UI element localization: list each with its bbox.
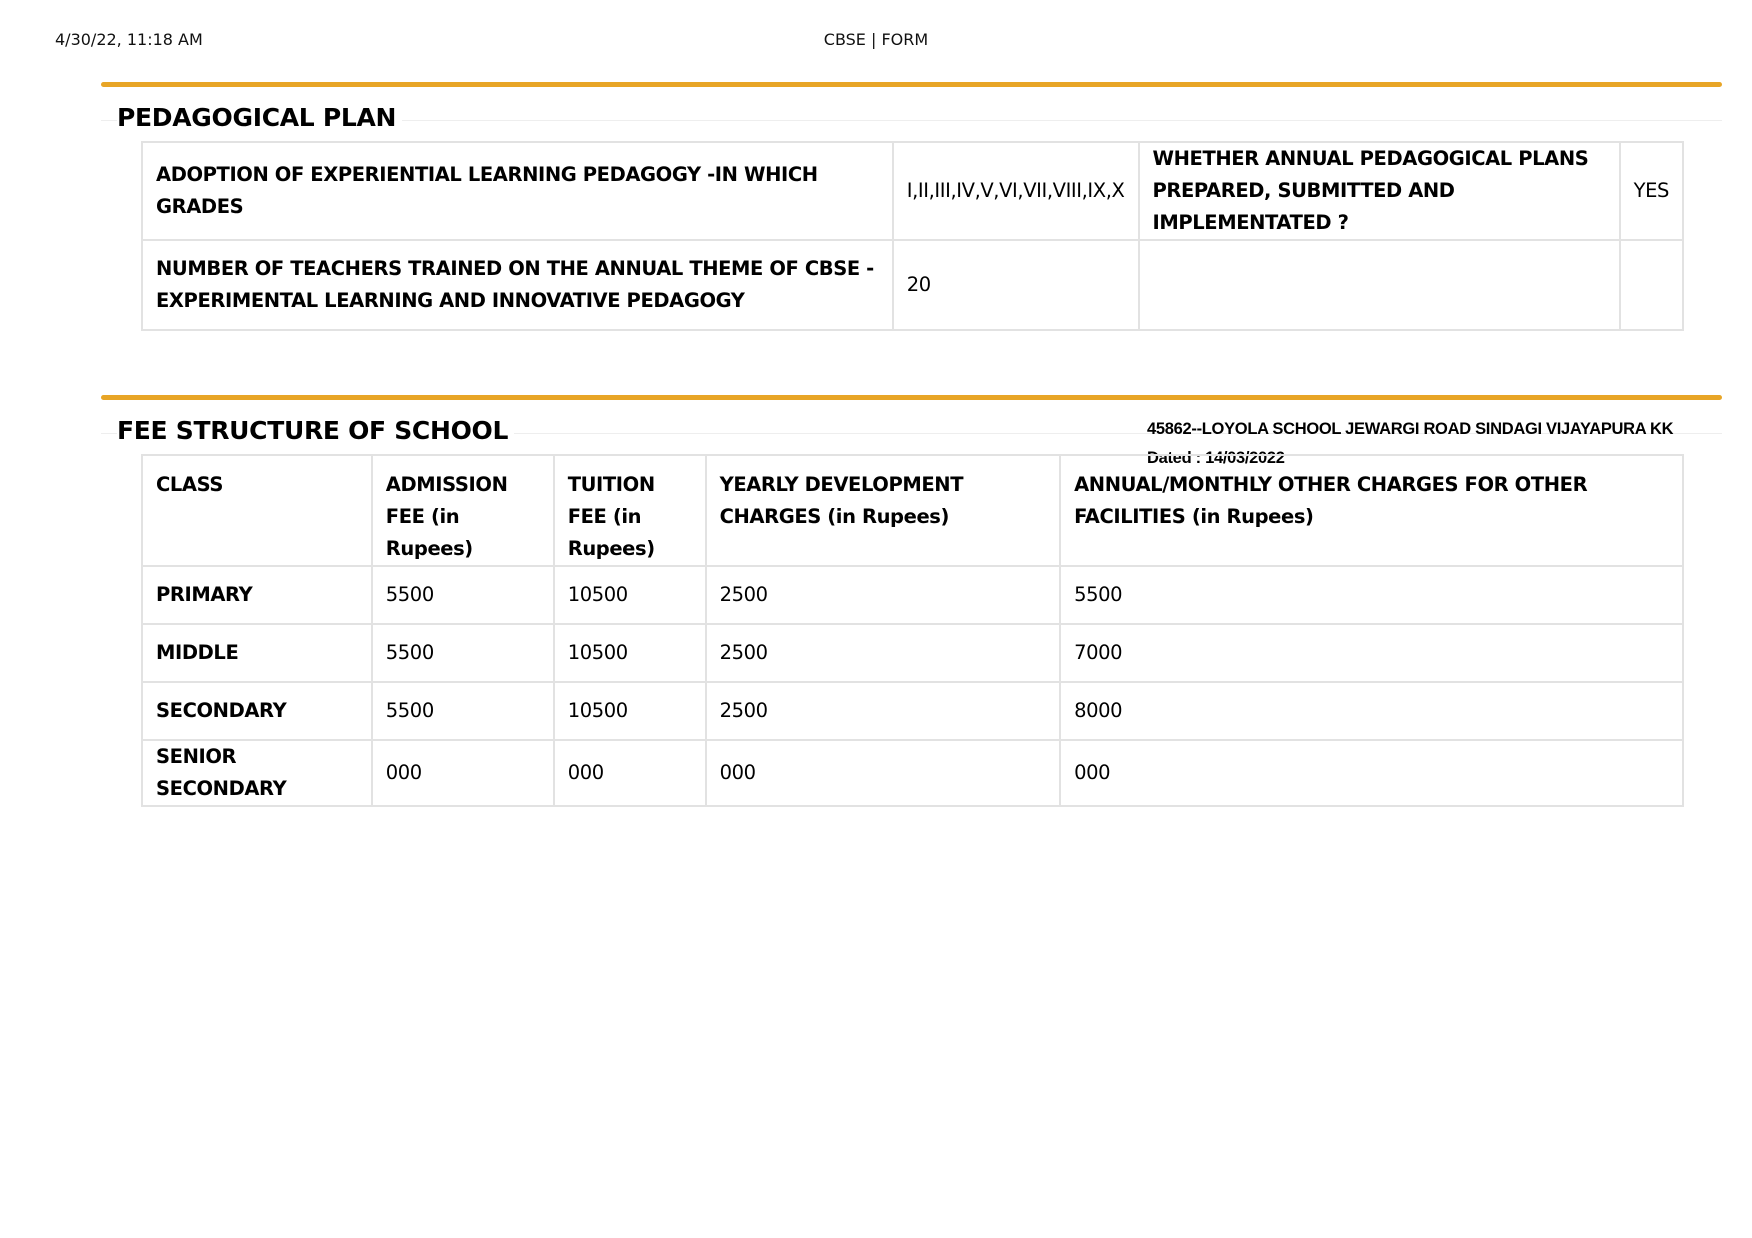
- table-cell: 5500: [372, 682, 554, 740]
- table-cell: 000: [1060, 740, 1683, 806]
- table-cell-label: NUMBER OF TEACHERS TRAINED ON THE ANNUAL THEME OF CBSE - EXPERIMENTAL LEARNING AND INNOVATIVE PEDAGOGY: [142, 240, 893, 330]
- column-header: YEARLY DEVELOPMENT CHARGES (in Rupees): [706, 455, 1061, 566]
- school-name-line: 45862--LOYOLA SCHOOL JEWARGI ROAD SINDAGI VIJAYAPURA KK: [1147, 420, 1674, 438]
- table-cell: 000: [372, 740, 554, 806]
- table-cell-label: [1139, 240, 1620, 330]
- school-stamp: [1147, 415, 1707, 467]
- table-cell-value: 20: [893, 240, 1139, 330]
- column-header: ADMISSION FEE (in Rupees): [372, 455, 554, 566]
- table-row: [142, 142, 1683, 240]
- print-header: [0, 30, 1752, 54]
- table-cell: 8000: [1060, 682, 1683, 740]
- table-cell: 10500: [554, 566, 706, 624]
- table-row: [142, 624, 1683, 682]
- table-cell-value: [1620, 240, 1683, 330]
- table-cell: 5500: [372, 566, 554, 624]
- pedagogical-plan-table: [141, 141, 1684, 331]
- table-cell: 5500: [1060, 566, 1683, 624]
- table-cell-value: I,II,III,IV,V,VI,VII,VIII,IX,X: [893, 142, 1139, 240]
- table-header-row: [142, 455, 1683, 566]
- table-cell: 10500: [554, 682, 706, 740]
- table-cell: 000: [706, 740, 1061, 806]
- table-cell: 2500: [706, 566, 1061, 624]
- print-title: CBSE | FORM: [823, 30, 929, 49]
- table-cell: 2500: [706, 682, 1061, 740]
- table-cell-class: SECONDARY: [142, 682, 372, 740]
- column-header: TUITION FEE (in Rupees): [554, 455, 706, 566]
- table-cell: 000: [554, 740, 706, 806]
- table-cell-label: WHETHER ANNUAL PEDAGOGICAL PLANS PREPARED, SUBMITTED AND IMPLEMENTATED ?: [1139, 142, 1620, 240]
- table-cell-class: MIDDLE: [142, 624, 372, 682]
- table-cell-label: ADOPTION OF EXPERIENTIAL LEARNING PEDAGOGY -IN WHICH GRADES: [142, 142, 893, 240]
- section-header: [101, 87, 1722, 142]
- table-row: [142, 240, 1683, 330]
- table-row: [142, 682, 1683, 740]
- column-header: CLASS: [142, 455, 372, 566]
- table-cell-value: YES: [1620, 142, 1683, 240]
- fee-structure-section: [101, 395, 1722, 800]
- table-cell: 10500: [554, 624, 706, 682]
- section-title: PEDAGOGICAL PLAN: [117, 103, 402, 132]
- table-row: [142, 740, 1683, 806]
- table-cell: 5500: [372, 624, 554, 682]
- pedagogical-plan-section: [101, 82, 1722, 312]
- table-cell-class: SENIOR SECONDARY: [142, 740, 372, 806]
- table-cell: 7000: [1060, 624, 1683, 682]
- table-cell: 2500: [706, 624, 1061, 682]
- table-cell-class: PRIMARY: [142, 566, 372, 624]
- fee-structure-table: [141, 454, 1684, 807]
- section-header: [101, 400, 1722, 467]
- section-title: FEE STRUCTURE OF SCHOOL: [117, 416, 514, 445]
- table-row: [142, 566, 1683, 624]
- column-header: ANNUAL/MONTHLY OTHER CHARGES FOR OTHER FACILITIES (in Rupees): [1060, 455, 1683, 566]
- dated-line: Dated : 14/03/2022: [1147, 449, 1285, 467]
- print-date: 4/30/22, 11:18 AM: [55, 30, 203, 49]
